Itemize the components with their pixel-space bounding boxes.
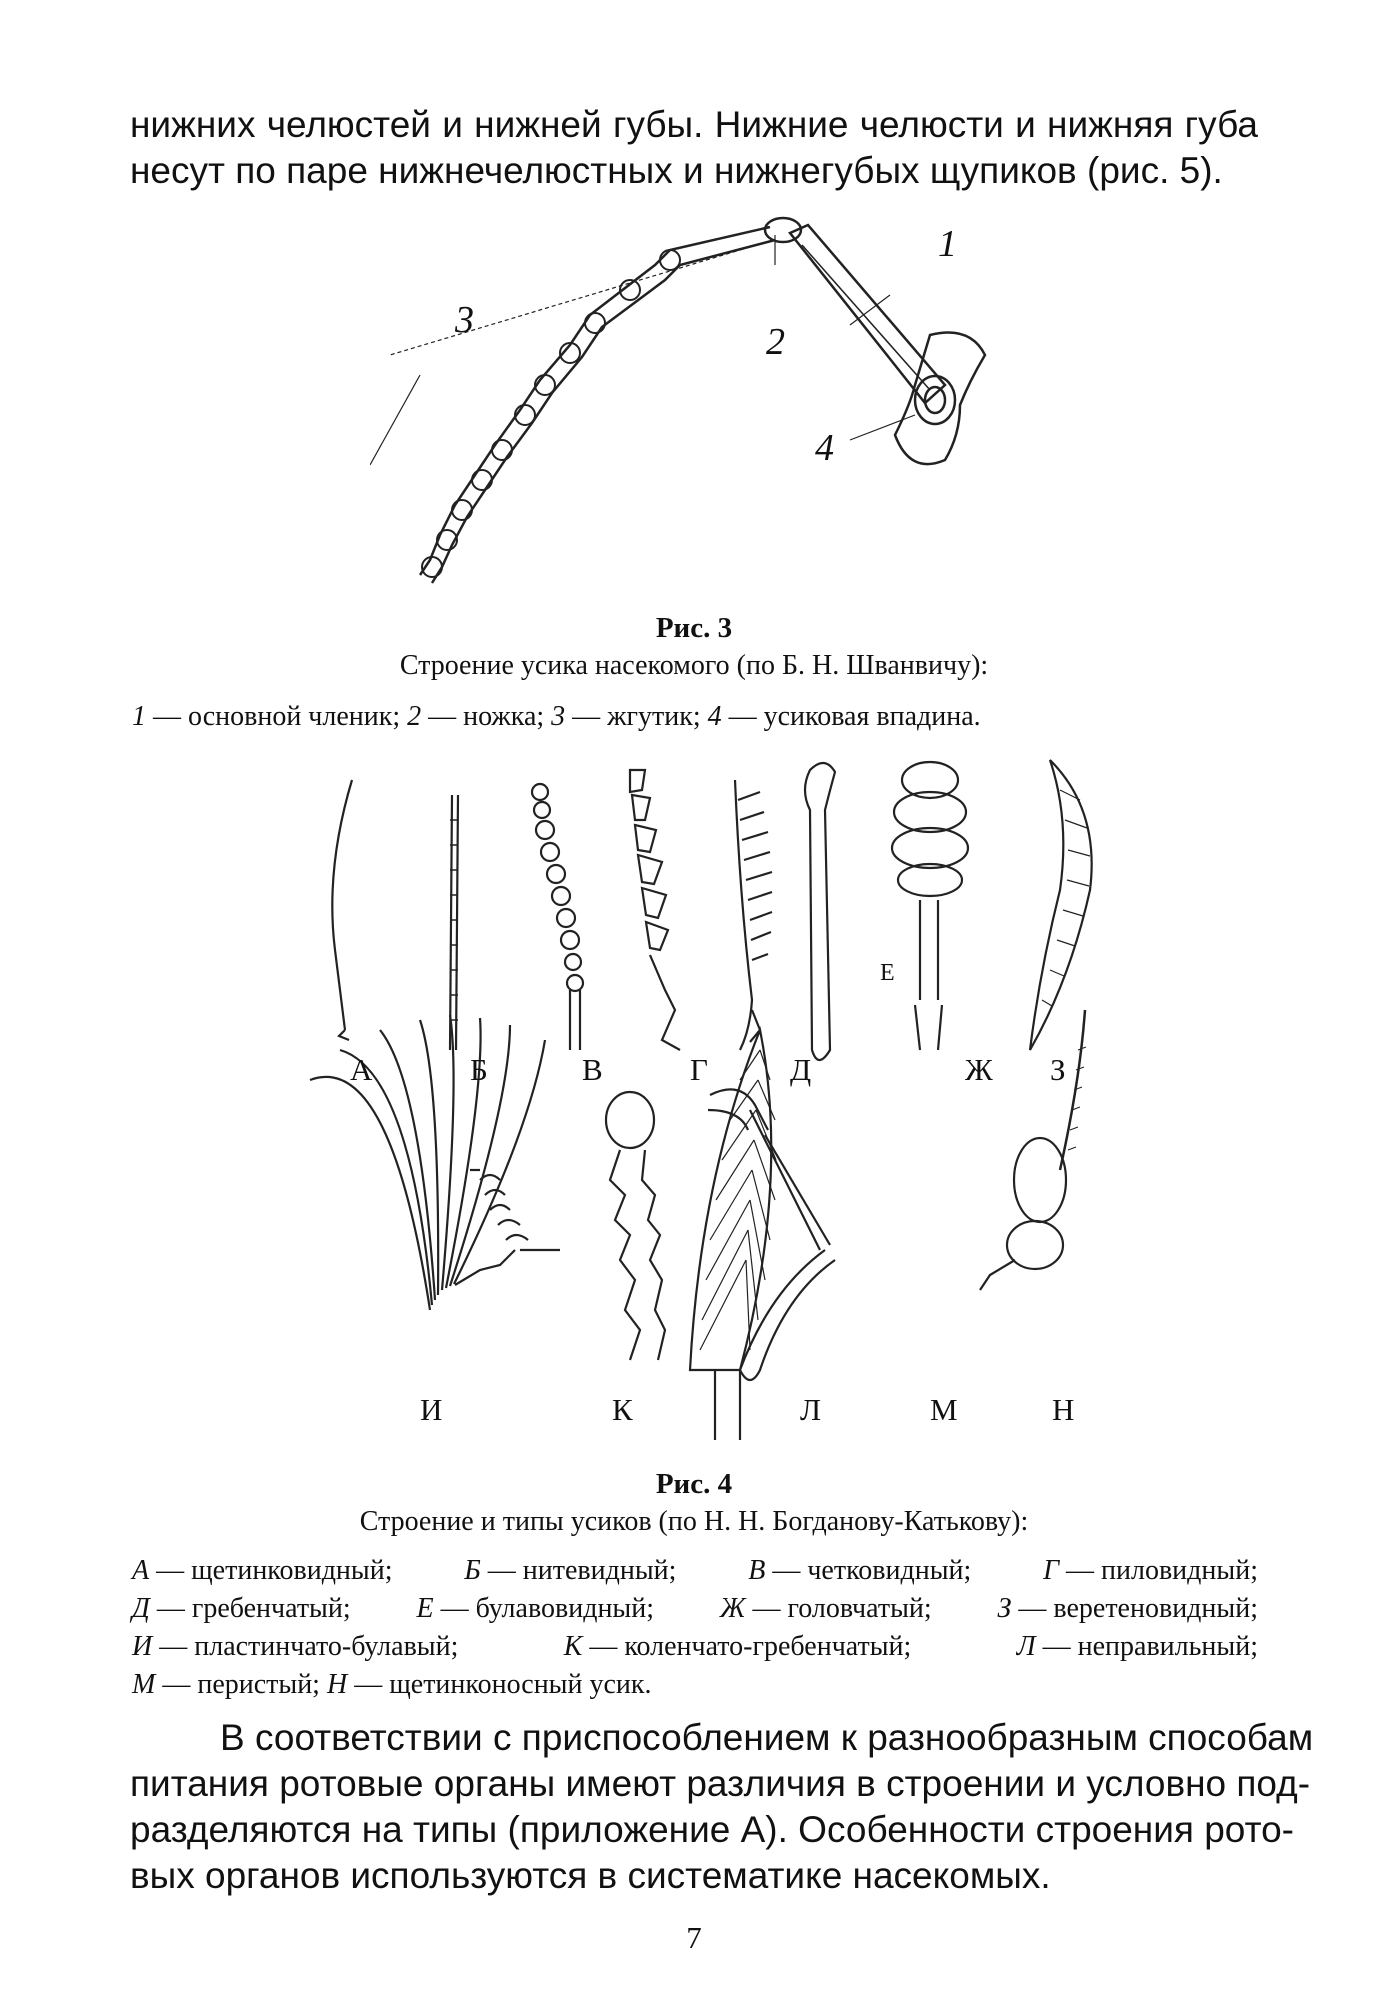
legend-key: И bbox=[132, 1631, 153, 1662]
body-line-3 bbox=[130, 1807, 1295, 1853]
legend-entry bbox=[748, 1552, 971, 1590]
figure-3-label-4: 4 bbox=[815, 427, 834, 469]
legend-line-2 bbox=[132, 1590, 1258, 1628]
legend-text: — коленчато-гребенчатый; bbox=[582, 1631, 912, 1662]
legend-entry bbox=[998, 1590, 1258, 1628]
legend-text: — ножка; bbox=[421, 701, 552, 732]
figure-4-legend bbox=[132, 1552, 1258, 1704]
legend-text: — веретеновидный; bbox=[1011, 1593, 1258, 1624]
legend-key: Д bbox=[132, 1593, 150, 1624]
legend-text: — нитевидный; bbox=[480, 1555, 677, 1586]
legend-entry bbox=[720, 1590, 932, 1628]
figure-3-label-2: 2 bbox=[766, 321, 785, 363]
legend-text: — жгутик; bbox=[565, 701, 708, 732]
legend-key: З bbox=[997, 1593, 1012, 1624]
legend-line-3 bbox=[132, 1628, 1258, 1666]
figure-3-label-3: 3 bbox=[455, 299, 474, 341]
figure-4-antenna-types-drawing bbox=[270, 750, 1110, 1450]
figure-4-label-b: Б bbox=[470, 1052, 488, 1087]
legend-text: — пластинчато-булавый; bbox=[152, 1631, 459, 1662]
figure-4-label-l: Л bbox=[800, 1392, 822, 1427]
figure-3-legend bbox=[132, 698, 981, 736]
intro-line-1-text: нижних челюстей и нижней губы. Нижние челюсти и нижняя губа bbox=[130, 104, 1258, 145]
legend-key: В bbox=[748, 1555, 766, 1586]
legend-entry bbox=[464, 1552, 676, 1590]
figure-4-label-d: Д bbox=[790, 1052, 812, 1087]
figure-3-caption-number: Рис. 3 bbox=[655, 612, 733, 644]
figure-4-label-i: И bbox=[420, 1392, 443, 1427]
legend-entry bbox=[132, 1590, 351, 1628]
legend-text: — перистый; bbox=[155, 1669, 320, 1700]
body-line-2 bbox=[130, 1761, 1311, 1807]
figure-4-label-k: К bbox=[612, 1392, 633, 1427]
legend-text: — булавовидный; bbox=[433, 1593, 654, 1624]
body-line-1-text: В соответствии с приспособлением к разнообразным способам bbox=[220, 1717, 1314, 1758]
legend-text: — щетинконосный усик. bbox=[347, 1669, 652, 1700]
legend-entry bbox=[1017, 1628, 1258, 1666]
legend-text: — щетинковидный; bbox=[149, 1555, 393, 1586]
legend-key: М bbox=[132, 1669, 156, 1700]
legend-text: — пиловидный; bbox=[1059, 1555, 1258, 1586]
figure-4-label-v: В bbox=[582, 1052, 603, 1087]
page-number: 7 bbox=[686, 1920, 702, 1955]
legend-entry bbox=[132, 1552, 393, 1590]
legend-key: 1 bbox=[132, 701, 146, 732]
legend-key: 3 bbox=[551, 701, 566, 732]
legend-key: 4 bbox=[707, 701, 722, 732]
figure-4-caption-title: Строение и типы усиков (по Н. Н. Богданову-Катькову): bbox=[359, 1506, 1029, 1537]
body-line-2-text: питания ротовые органы имеют различия в строении и условно под- bbox=[130, 1763, 1311, 1804]
body-paragraph bbox=[130, 1715, 1314, 1899]
body-line-4: вых органов используются в систематике насекомых. bbox=[130, 1855, 1051, 1896]
legend-text: — неправильный; bbox=[1035, 1631, 1258, 1662]
legend-key: Л bbox=[1016, 1631, 1036, 1662]
legend-entry bbox=[132, 1669, 320, 1700]
figure-4-label-e: Е bbox=[880, 960, 895, 986]
legend-key: Ж bbox=[719, 1593, 746, 1624]
figure-4-label-m: М bbox=[930, 1392, 958, 1427]
figure-4-label-g: Г bbox=[690, 1052, 708, 1087]
legend-entry bbox=[327, 1669, 652, 1700]
legend-key: Н bbox=[326, 1669, 348, 1700]
figure-4-label-zh: Ж bbox=[965, 1052, 993, 1087]
intro-paragraph bbox=[130, 102, 1258, 194]
legend-key: Б bbox=[464, 1555, 481, 1586]
legend-entry bbox=[564, 1628, 912, 1666]
legend-text: — усиковая впадина. bbox=[721, 701, 981, 732]
legend-text: — гребенчатый; bbox=[149, 1593, 351, 1624]
body-line-3-text: разделяются на типы (приложение А). Особенности строения рото- bbox=[130, 1809, 1295, 1850]
legend-key: А bbox=[132, 1555, 150, 1586]
legend-text: — основной членик; bbox=[146, 701, 408, 732]
figure-4-label-a: А bbox=[350, 1052, 373, 1087]
legend-entry bbox=[417, 1590, 655, 1628]
figure-4-label-z: З bbox=[1050, 1052, 1066, 1087]
legend-line-4 bbox=[132, 1666, 1258, 1704]
intro-line-2: несут по паре нижнечелюстных и нижнегубых щупиков (рис. 5). bbox=[130, 150, 1223, 191]
legend-text: — головчатый; bbox=[745, 1593, 932, 1624]
legend-line-1 bbox=[132, 1552, 1258, 1590]
legend-key: К bbox=[563, 1631, 583, 1662]
figure-4-caption-number: Рис. 4 bbox=[655, 1468, 733, 1500]
body-line-1 bbox=[130, 1715, 1314, 1761]
legend-key: Е bbox=[416, 1593, 434, 1624]
legend-key: Г bbox=[1043, 1555, 1060, 1586]
legend-entry bbox=[132, 1628, 458, 1666]
figure-3-label-1: 1 bbox=[938, 223, 957, 265]
intro-line-1 bbox=[130, 102, 1258, 148]
figure-3-caption-title: Строение усика насекомого (по Б. Н. Шванвичу): bbox=[399, 650, 989, 681]
legend-key: 2 bbox=[407, 701, 422, 732]
legend-text: — четковидный; bbox=[765, 1555, 972, 1586]
legend-entry bbox=[1043, 1552, 1258, 1590]
figure-3-antenna-drawing bbox=[370, 205, 1010, 600]
figure-4-label-n: Н bbox=[1052, 1392, 1075, 1427]
